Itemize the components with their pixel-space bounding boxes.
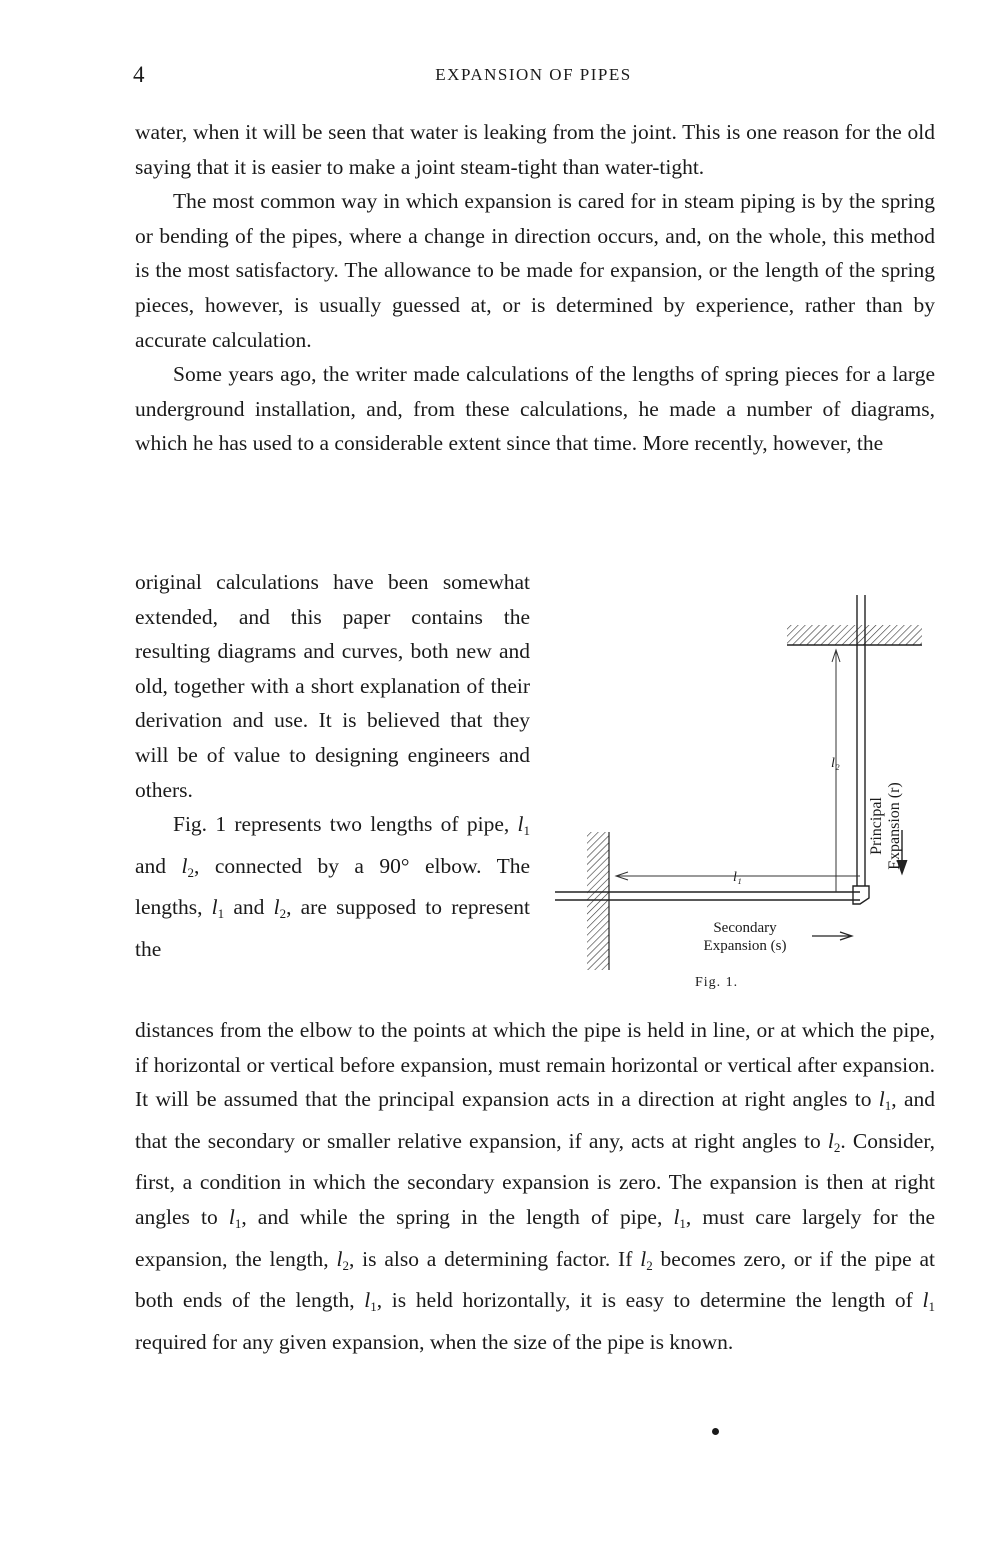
variable-l: l [878, 1087, 885, 1112]
variable-l: l [517, 812, 524, 837]
variable-l: l [181, 853, 188, 878]
text-run: Fig. 1 represents two lengths of pipe, [173, 812, 518, 837]
label-l2: l₂ [831, 756, 840, 771]
paragraph-2: The most common way in which expansion is cared for in steam piping is by the spring or bending of the pipes, where a change in direction occurs, and, on the whole, this method is the most satisfactory. The allowance to be made for expansion, or the length of the spring pieces, however, is usually guessed at, or is determined by experience, rather than by accurate calculation. [135, 189, 935, 352]
left-wall [587, 832, 609, 970]
text-block-wrapped [135, 565, 530, 967]
text-run: and [224, 895, 274, 920]
paragraph-4 [135, 807, 530, 966]
variable-l: l [922, 1288, 929, 1313]
text-run: , is held horizontally, it is easy to determine the length of [376, 1288, 923, 1313]
label-secondary-expansion [680, 919, 810, 955]
text-run: . Consider, first, a condition in which the secondary expansion is zero. The expansion is then at right angles to [135, 1128, 935, 1229]
text-run: , must care largely for the expansion, the length, [135, 1204, 935, 1271]
paragraph-4-continued [135, 1013, 935, 1359]
variable-l: l [640, 1246, 647, 1271]
figure-1-pipe-diagram [550, 590, 930, 1000]
text-run: , are supposed to represent the [135, 895, 530, 961]
text-run: required for any given expansion, when the size of the pipe is known. [135, 1329, 734, 1354]
subscript: 2 [833, 1139, 841, 1155]
figure-caption: Fig. 1. [695, 975, 739, 990]
subscript: 1 [523, 823, 530, 839]
paragraph-1: water, when it will be seen that water is leaking from the joint. This is one reason for the old saying that it is easier to make a joint steam-tight than water-tight. [135, 120, 935, 179]
paragraph-3-continued: original calculations have been somewhat extended, and this paper contains the resulting diagrams and curves, both new and old, together with a short explanation of their derivation and use. It is believed that they will be of value to designing engineers and others. [135, 570, 530, 802]
subscript: 2 [187, 864, 194, 880]
text-run: , is also a determining factor. If [348, 1246, 641, 1271]
subscript: 2 [646, 1257, 653, 1273]
subscript: 1 [370, 1299, 377, 1315]
subscript: 1 [884, 1098, 892, 1114]
running-title: EXPANSION OF PIPES [435, 65, 632, 84]
principal-line1: Principal [868, 797, 885, 855]
variable-l: l [827, 1128, 834, 1153]
text-run: and [135, 853, 182, 878]
ink-dot [712, 1428, 719, 1435]
subscript: 1 [234, 1215, 242, 1231]
subscript: 1 [928, 1299, 935, 1315]
label-l1: l₁ [733, 870, 742, 885]
subscript: 2 [279, 906, 287, 922]
subscript: 2 [342, 1257, 349, 1273]
text-run: , connected by a 90° elbow. The lengths, [135, 853, 531, 920]
text-run: , and while the spring in the length of pipe, [241, 1204, 674, 1229]
subscript: 1 [679, 1215, 686, 1231]
variable-l: l [336, 1246, 343, 1271]
text-block-bottom [135, 1013, 935, 1359]
text-run: , and that the secondary or smaller relative expansion, if any, acts at right angles to [135, 1087, 935, 1153]
page-number: 4 [133, 62, 145, 87]
text-block-top [135, 115, 935, 461]
text-run: distances from the elbow to the points at which the pipe is held in line, or at which the pipe, if horizontal or vertical before expansion, must remain horizontal or vertical after expansion. It will be assumed that the principal expansion acts in a direction at right angles to [135, 1018, 935, 1112]
principal-line2: Expansion (r) [886, 782, 903, 870]
variable-l: l [364, 1288, 371, 1313]
top-wall [787, 625, 922, 645]
label-principal-expansion [868, 766, 904, 886]
text-run: becomes zero, or if the pipe at both ends of the length, [135, 1246, 935, 1313]
variable-l: l [228, 1204, 235, 1229]
variable-l: l [673, 1204, 680, 1229]
subscript: 1 [217, 906, 225, 922]
paragraph-3: Some years ago, the writer made calculations of the lengths of spring pieces for a large underground installation, and, from these calculations, he made a number of diagrams, which he has used to a considerable extent since that time. More recently, however, the [135, 362, 935, 456]
secondary-line1: Secondary [713, 920, 777, 936]
page-header [133, 62, 934, 90]
variable-l: l [211, 895, 218, 920]
secondary-line2: Expansion (s) [703, 938, 787, 954]
elbow-fitting [853, 886, 869, 904]
variable-l: l [273, 895, 280, 920]
